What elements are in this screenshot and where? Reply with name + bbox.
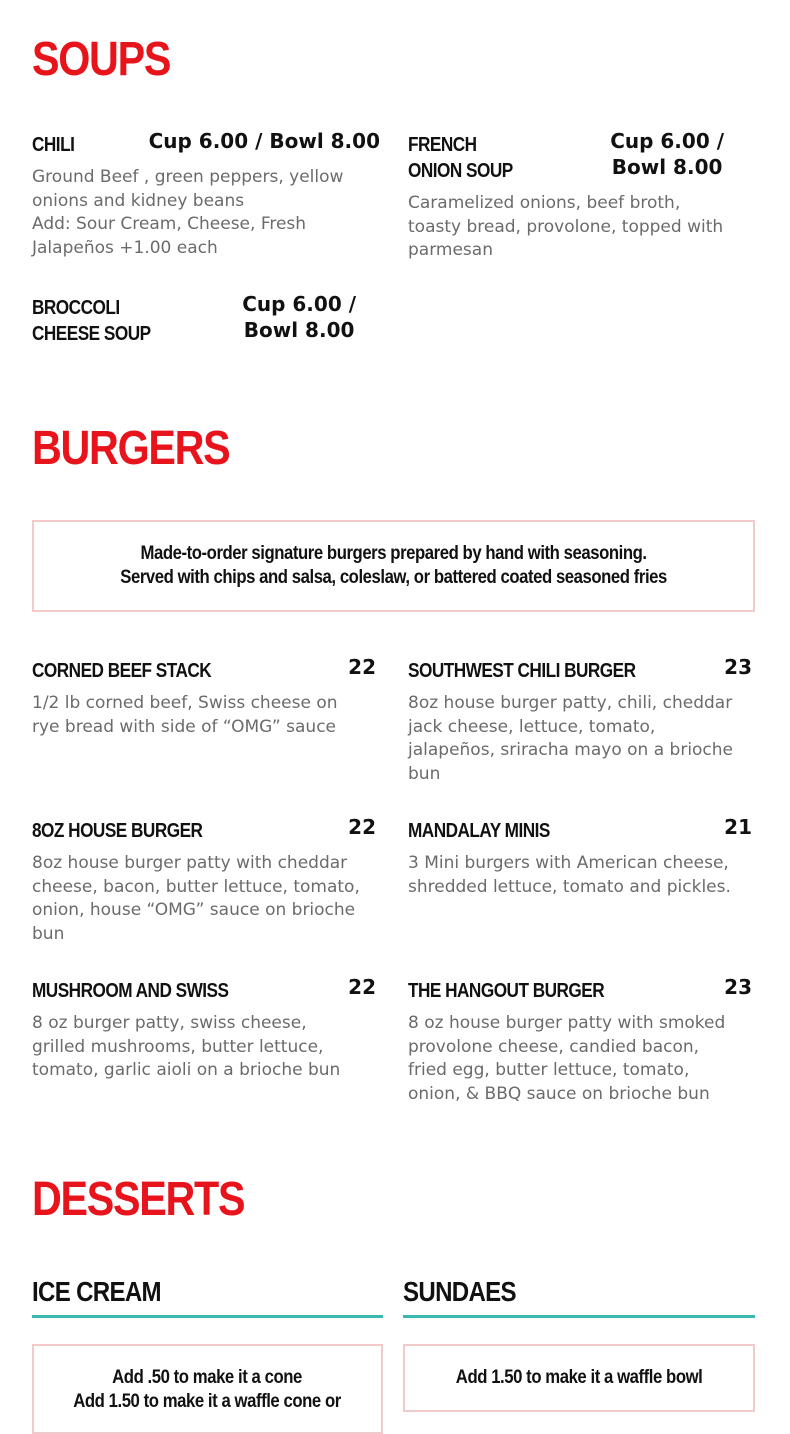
- item-name-line: CHILI: [32, 134, 75, 156]
- item-description: [408, 1012, 756, 1106]
- notice-text: [74, 1366, 342, 1414]
- sundaes-notice: [403, 1344, 755, 1412]
- desc-line: onion, & BBQ sauce on brioche bun: [408, 1083, 710, 1104]
- burgers-notice: [32, 520, 755, 612]
- notice-line: Made-to-order signature burgers prepared by hand with seasoning.: [140, 543, 647, 564]
- notice-line: Add .50 to make it a cone: [112, 1367, 303, 1388]
- desc-line: fried egg, butter lettuce, tomato,: [408, 1060, 690, 1080]
- desc-line: jack cheese, lettuce, tomato,: [408, 716, 656, 737]
- item-name-line: BROCCOLI: [32, 297, 120, 319]
- notice-line: Served with chips and salsa, coleslaw, or battered coated seasoned fries: [120, 567, 667, 588]
- item-description: [408, 192, 756, 263]
- item-name: CORNED BEEF STACK: [32, 660, 212, 682]
- item-description: [32, 692, 380, 739]
- item-name: MANDALAY MINIS: [408, 820, 550, 842]
- item-name: 8OZ HOUSE BURGER: [32, 820, 203, 842]
- item-price: 23: [724, 975, 752, 999]
- desc-line: Caramelized onions, beef broth,: [408, 193, 681, 213]
- desc-line: 3 Mini burgers with American cheese,: [408, 853, 729, 873]
- item-price-line: Cup 6.00 / Bowl 8.00: [148, 129, 380, 153]
- desc-line: bun: [408, 763, 441, 784]
- item-name: SOUTHWEST CHILI BURGER: [408, 660, 636, 682]
- ice-cream-rule: [32, 1315, 383, 1318]
- item-price: 21: [724, 815, 752, 839]
- item-price-line: Cup 6.00 /: [610, 129, 724, 153]
- item-price: [610, 128, 724, 180]
- desc-line: 1/2 lb corned beef, Swiss cheese on: [32, 693, 338, 713]
- sundaes-rule: [403, 1315, 755, 1318]
- notice-text: [456, 1366, 703, 1390]
- item-price: [149, 128, 380, 154]
- desc-line: toasty bread, provolone, topped with: [408, 216, 724, 237]
- desc-line: tomato, garlic aioli on a brioche bun: [32, 1060, 341, 1080]
- desc-line: shredded lettuce, tomato and pickles.: [408, 876, 731, 897]
- item-price-line: Bowl 8.00: [243, 318, 355, 342]
- item-name-line: ONION SOUP: [408, 160, 513, 182]
- burgers-title: BURGERS: [32, 422, 230, 475]
- desc-line: onions and kidney beans: [32, 190, 245, 211]
- item-price: 22: [348, 655, 376, 679]
- item-price: 22: [348, 815, 376, 839]
- item-name: THE HANGOUT BURGER: [408, 980, 605, 1002]
- item-name: MUSHROOM AND SWISS: [32, 980, 229, 1002]
- desc-line: Ground Beef , green peppers, yellow: [32, 167, 344, 187]
- item-price-line: Bowl 8.00: [611, 155, 723, 179]
- desc-line: Add: Sour Cream, Cheese, Fresh: [32, 214, 307, 234]
- item-description: [408, 692, 756, 786]
- item-price: [242, 291, 356, 343]
- item-description: [32, 1012, 380, 1083]
- desc-line: grilled mushrooms, butter lettuce,: [32, 1036, 324, 1057]
- desc-line: 8 oz house burger patty with smoked: [408, 1013, 726, 1033]
- desc-line: 8oz house burger patty, chili, cheddar: [408, 693, 733, 713]
- item-description: [408, 852, 756, 899]
- item-name: [32, 295, 230, 347]
- desc-line: bun: [32, 923, 65, 944]
- notice-line: Add 1.50 to make it a waffle bowl: [455, 1367, 703, 1388]
- desc-line: 8 oz burger patty, swiss cheese,: [32, 1013, 307, 1033]
- desc-line: parmesan: [408, 240, 493, 260]
- desc-line: onion, house “OMG” sauce on brioche: [32, 900, 356, 920]
- desc-line: 8oz house burger patty with cheddar: [32, 853, 348, 873]
- item-name: [408, 132, 606, 184]
- item-price: 23: [724, 655, 752, 679]
- soups-title: SOUPS: [32, 33, 171, 86]
- desc-line: rye bread with side of “OMG” sauce: [32, 716, 336, 737]
- item-description: [32, 852, 380, 946]
- desserts-title: DESSERTS: [32, 1173, 245, 1226]
- item-price: 22: [348, 975, 376, 999]
- item-price-line: Cup 6.00 /: [242, 292, 356, 316]
- desc-line: provolone cheese, candied bacon,: [408, 1036, 700, 1057]
- ice-cream-heading: ICE CREAM: [32, 1276, 161, 1307]
- desc-line: jalapeños, sriracha mayo on a brioche: [408, 740, 734, 760]
- desc-line: cheese, bacon, butter lettuce, tomato,: [32, 876, 360, 897]
- sundaes-heading: SUNDAES: [403, 1276, 516, 1307]
- notice-line: Add 1.50 to make it a waffle cone or: [73, 1391, 342, 1412]
- item-description: [32, 166, 380, 260]
- item-name-line: CHEESE SOUP: [32, 323, 151, 345]
- notice-text: [120, 542, 667, 590]
- item-name-line: FRENCH: [408, 134, 477, 156]
- desc-line: Jalapeños +1.00 each: [32, 237, 218, 258]
- ice-cream-notice: [32, 1344, 383, 1434]
